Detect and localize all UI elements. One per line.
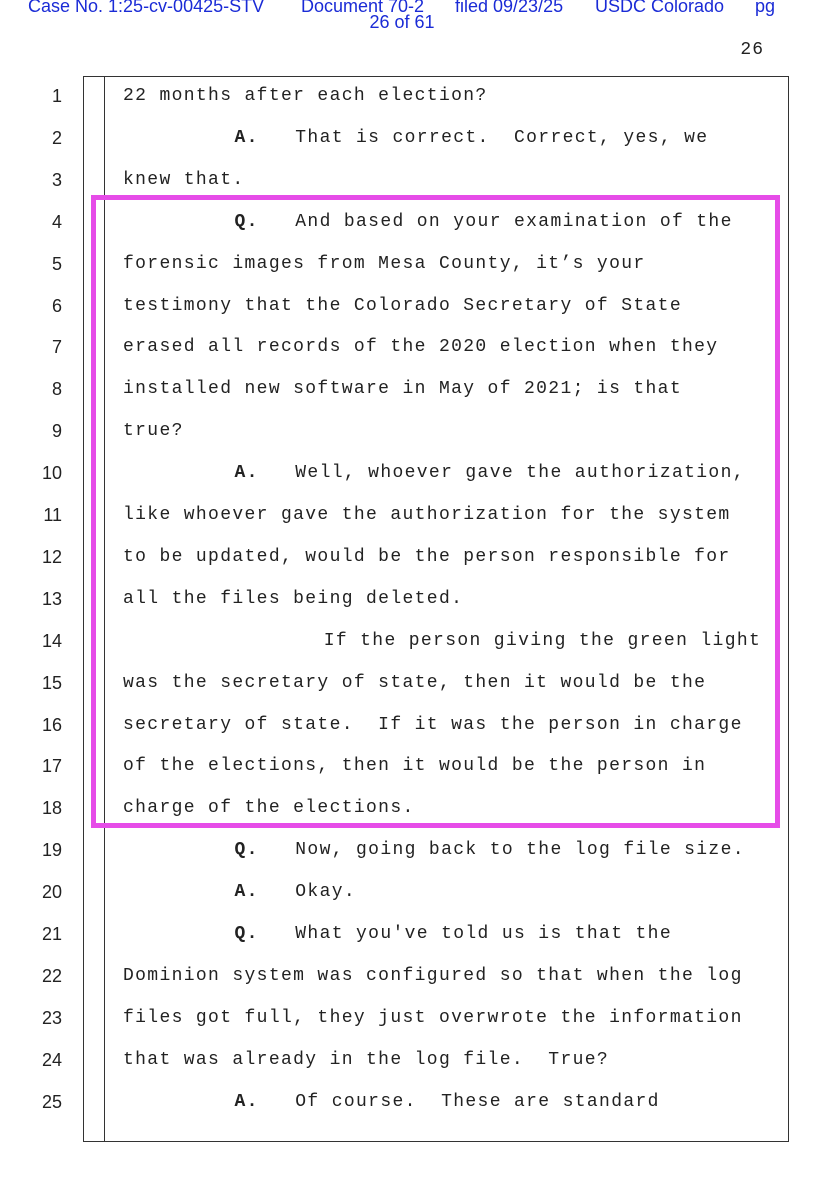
line-number: 7	[51, 337, 62, 358]
line-number: 1	[51, 86, 62, 106]
line-text: Dominion system was configured so that when the log	[123, 965, 743, 986]
line-number: 4	[51, 211, 62, 232]
line-number: 16	[41, 714, 62, 735]
speaker-label: A.	[234, 463, 259, 484]
line-number: 2	[51, 127, 62, 148]
line-number: 22	[41, 965, 62, 986]
line-number: 14	[41, 630, 62, 651]
speaker-label: Q.	[234, 924, 259, 944]
line-text: was the secretary of state, then it would be the	[123, 672, 707, 693]
line-number: 8	[51, 379, 62, 400]
speaker-label: A.	[234, 1091, 259, 1112]
page-label: pg	[755, 0, 776, 16]
line-text: that was already in the log file. True?	[123, 1049, 610, 1070]
speaker-label: A.	[234, 882, 259, 903]
highlight-box	[91, 195, 780, 828]
line-text: Q. Now, going back to the log file size.	[234, 840, 745, 861]
line-number: 12	[41, 546, 62, 567]
transcript-line	[0, 1039, 822, 1081]
line-text: Q. And based on your examination of the	[234, 211, 733, 232]
line-number: 24	[41, 1049, 62, 1070]
line-number: 17	[41, 756, 62, 777]
transcript-line	[0, 117, 822, 159]
line-text: to be updated, would be the person responsible for	[123, 546, 731, 567]
line-text: If the person giving the green light	[323, 630, 762, 651]
line-text: all the files being deleted.	[123, 588, 464, 609]
court-name: USDC Colorado	[595, 0, 725, 16]
case-number: Case No. 1:25-cv-00425-STV	[28, 0, 265, 16]
line-number: 3	[51, 169, 62, 190]
line-number: 20	[41, 882, 62, 903]
transcript-line	[0, 1081, 822, 1123]
speaker-label: A.	[234, 127, 259, 148]
line-number: 18	[41, 798, 62, 819]
speaker-label: Q.	[234, 211, 259, 232]
line-number: 9	[51, 421, 62, 442]
line-number: 19	[41, 840, 62, 861]
line-number: 13	[41, 588, 62, 609]
line-text: Q. What you've told us is that the	[234, 924, 672, 944]
line-text: erased all records of the 2020 election when they	[123, 337, 719, 358]
transcript-line	[0, 829, 822, 871]
transcript-line	[0, 871, 822, 913]
line-number: 15	[41, 672, 62, 693]
line-text: installed new software in May of 2021; is that	[123, 379, 682, 400]
page-of-total: 26 of 61	[369, 12, 435, 32]
line-text: 22 months after each election?	[123, 86, 488, 106]
transcript-line	[0, 955, 822, 997]
line-text: A. Of course. These are standard	[234, 1091, 660, 1112]
line-text: forensic images from Mesa County, it’s your	[123, 253, 646, 274]
line-text: true?	[123, 421, 184, 442]
filed-date: filed 09/23/25	[455, 0, 564, 16]
line-text: knew that.	[123, 169, 245, 190]
line-number: 21	[41, 924, 62, 944]
line-text: testimony that the Colorado Secretary of State	[123, 295, 682, 316]
speaker-label: Q.	[234, 840, 259, 861]
line-text: A. Well, whoever gave the authorization,	[234, 463, 745, 484]
transcript-line	[0, 913, 822, 955]
line-number: 11	[43, 505, 62, 525]
line-text: like whoever gave the authorization for the system	[123, 505, 731, 525]
transcript-line	[0, 75, 822, 117]
transcript-line	[0, 997, 822, 1039]
transcript-page-number: 26	[740, 40, 764, 60]
line-text: secretary of state. If it was the person in charge	[123, 714, 743, 735]
line-text: A. That is correct. Correct, yes, we	[234, 127, 709, 148]
line-number: 5	[51, 253, 62, 274]
line-number: 10	[41, 463, 62, 484]
line-number: 25	[41, 1091, 62, 1112]
document-number: Document 70-2	[301, 0, 425, 16]
line-text: of the elections, then it would be the person in	[123, 756, 707, 777]
line-text: charge of the elections.	[123, 798, 415, 819]
line-text: A. Okay.	[234, 882, 357, 903]
line-text: files got full, they just overwrote the information	[123, 1007, 743, 1028]
line-number: 23	[41, 1007, 62, 1028]
line-number: 6	[51, 295, 62, 316]
